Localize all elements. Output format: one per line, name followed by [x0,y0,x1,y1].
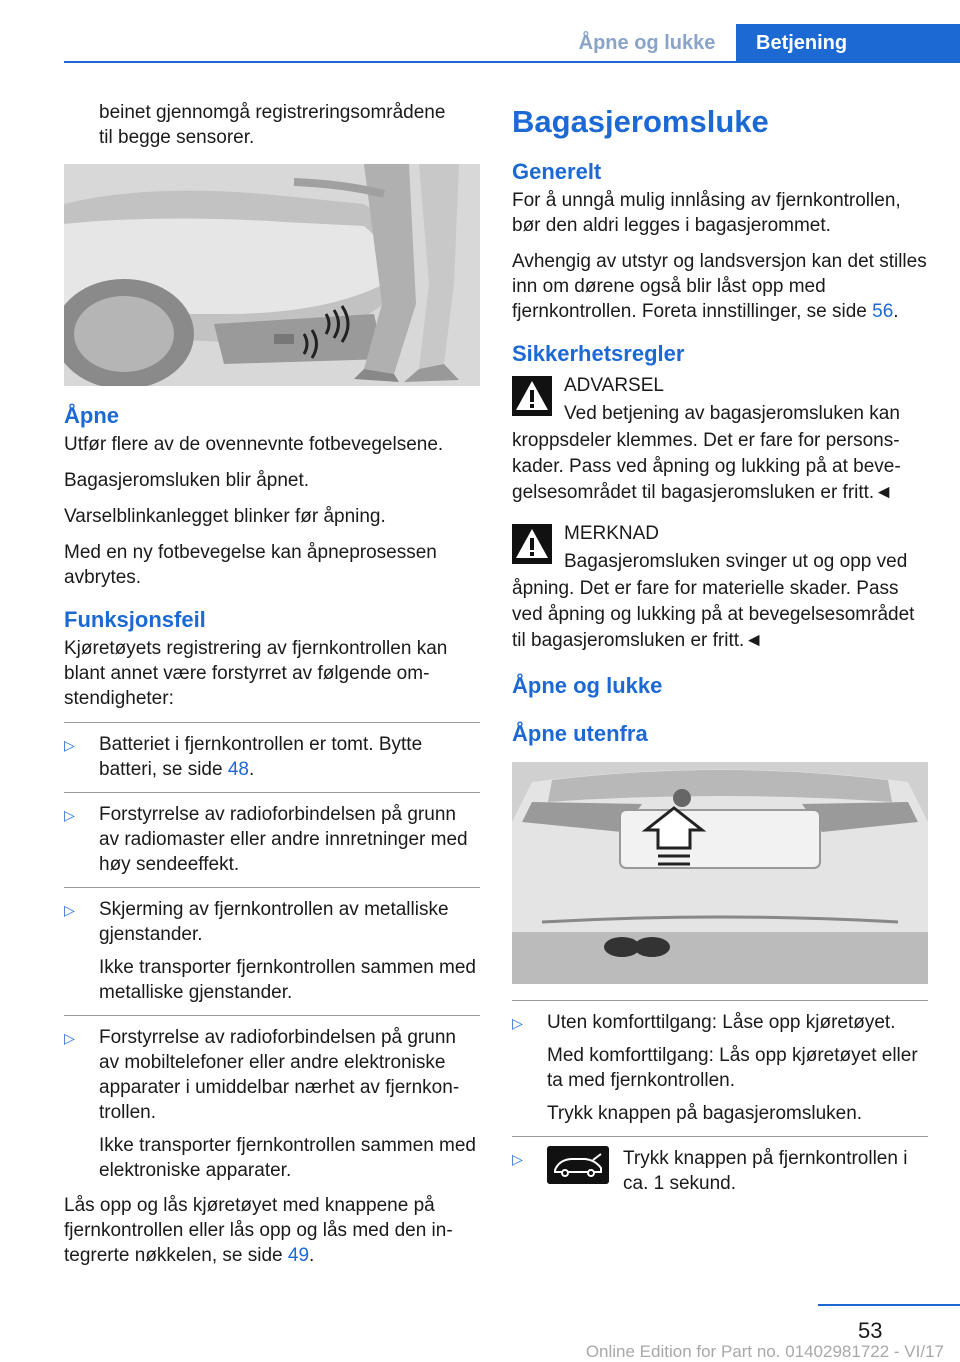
list-item [512,1000,928,1126]
left-column [64,100,480,1279]
general-para-1: For å unngå mulig innlåsing av fjernkontrollen, bør den aldri legges i bagasjerommet. [512,190,901,236]
step-extra-1: Med komforttilgang: Lås opp kjøretøyet eller ta med fjernkontrollen. [547,1045,918,1091]
page-title: Bagasjeromsluke [512,104,769,139]
header-section-title: Åpne og lukke [578,32,716,54]
notice-triangle-icon [512,524,552,564]
notice-line-1: Bagasjeromsluken svinger ut og opp ved [564,551,908,572]
header-chapter-tab: Betjening [736,24,960,62]
heading-malfunction: Funksjonsfeil [64,607,206,632]
malfunction-outro: Lås opp og lås kjøretøyet med knappene på fjernkontrollen eller lås opp og lås med den integrerte nøkkelen, se side 49. [64,1195,453,1266]
page-ref-link[interactable]: 56 [872,301,894,322]
edition-footer: Online Edition for Part no. 01402981722 - VI/17 [585,1342,944,1361]
page-number: 53 [858,1318,883,1343]
heading-general: Generelt [512,159,602,184]
warning-line-1: Ved betjening av bagasjeromsluken kan [564,403,900,424]
bullet-extra: Ikke transporter fjernkontrollen sammen med metalliske gjenstander. [99,957,476,1003]
trunk-lid-button-image [512,762,928,984]
car-rear-foot-gesture-image [64,164,480,386]
warning-text: kroppsdeler klemmes. Det er fare for personskader. Pass ved åpning og lukking på at bevegelsesområdet til bagasjeromsluken er fritt.◄ [512,430,901,503]
header-rule [64,61,960,63]
bullet-triangle-icon: ▷ [64,902,75,918]
notice-box [512,520,928,654]
car-trunk-remote-icon [547,1146,609,1184]
heading-safety: Sikkerhetsregler [512,341,685,366]
intro-line-2: til begge sensorer. [99,127,255,148]
notice-label: MERKNAD [564,523,660,544]
foot-sensor-illustration [64,164,480,386]
bullet-text: Skjerming av fjernkontrollen av metalliske gjenstander. [99,899,449,945]
list-item [64,1015,480,1183]
page-header [0,0,960,62]
list-item [512,1136,928,1196]
heading-open-outside: Åpne utenfra [512,721,648,746]
bullet-text: Batteriet i fjernkontrollen er tomt. Bytte batteri, se side [99,734,423,780]
right-column [512,100,928,1206]
bullet-triangle-icon: ▷ [512,1015,523,1031]
open-para-1: Utfør flere av de ovennevnte fotbevegelsene. [64,434,444,455]
warning-box [512,372,928,506]
general-para-2: Avhengig av utstyr og landsversjon kan det stilles inn om dørene også blir låst opp med fjernkontrollen. Foreta innstillinger, se side 56. [512,251,927,322]
step-text: Trykk knappen på fjernkontrollen i ca. 1 sekund. [623,1148,908,1194]
warning-label: ADVARSEL [564,375,664,396]
open-para-3: Varselblinkanlegget blinker før åpning. [64,506,386,527]
list-item: ▷ Batteriet i fjernkontrollen er tomt. Bytte batteri, se side 48. [64,722,480,782]
step-text: Uten komforttilgang: Låse opp kjøretøyet. [547,1012,896,1033]
trunk-button-illustration [512,762,928,984]
page-ref-link[interactable]: 49 [287,1245,310,1266]
bullet-text: Forstyrrelse av radioforbindelsen på grunn av radiomaster eller andre innretninger med høy sendeeffekt. [99,804,468,875]
heading-open-close: Åpne og lukke [512,673,663,698]
list-item [64,792,480,877]
bullet-text: Forstyrrelse av radioforbindelsen på grunn av mobiltelefoner eller andre elektroniske apparater i umiddelbar nærhet av fjernkontrollen. [99,1027,460,1123]
bullet-extra: Ikke transporter fjernkontrollen sammen med elektroniske apparater. [99,1135,476,1181]
bullet-triangle-icon: ▷ [64,1030,75,1046]
bullet-triangle-icon: ▷ [64,737,75,753]
intro-line-1: beinet gjennomgå registreringsområdene [99,102,446,123]
bullet-triangle-icon: ▷ [512,1151,523,1167]
page-ref-link[interactable]: 48 [227,759,249,780]
warning-triangle-icon [512,376,552,416]
notice-text: åpning. Det er fare for materielle skader. Pass ved åpning og lukking på at bevegelsesområdet til bagasjeromsluken er fritt.◄ [512,578,915,651]
open-para-4: Med en ny fotbevegelse kan åpneprosessen avbrytes. [64,542,437,588]
list-item [64,887,480,1005]
step-extra-2: Trykk knappen på bagasjeromsluken. [547,1103,863,1124]
bullet-triangle-icon: ▷ [64,807,75,823]
open-para-2: Bagasjeromsluken blir åpnet. [64,470,310,491]
footer-rule [818,1304,960,1306]
malfunction-intro: Kjøretøyets registrering av fjernkontrollen kan blant annet være forstyrret av følgende omstendigheter: [64,638,448,709]
heading-open: Åpne [64,403,119,428]
